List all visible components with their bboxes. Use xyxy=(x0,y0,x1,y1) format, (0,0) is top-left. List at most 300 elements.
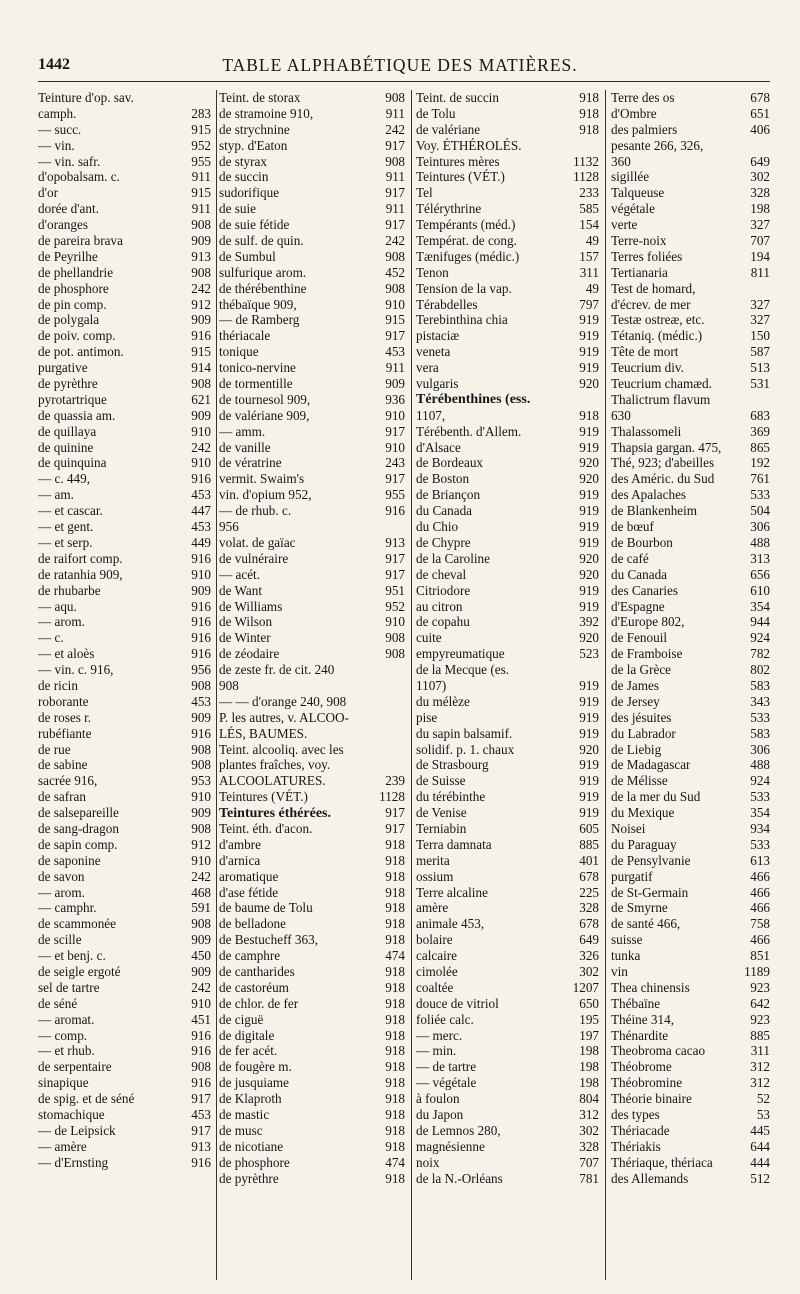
entry-term: Theobroma cacao xyxy=(611,1043,706,1059)
entry-page-ref: 919 xyxy=(579,773,599,789)
entry-page-ref: 908 xyxy=(385,646,405,662)
entry-term: vulgaris xyxy=(416,376,459,392)
index-entry xyxy=(219,567,405,583)
entry-page-ref: 923 xyxy=(750,1011,770,1027)
index-entry xyxy=(416,185,599,201)
entry-page-ref: 918 xyxy=(385,1091,405,1107)
entry-page-ref: 909 xyxy=(191,709,211,725)
entry-term: Tension de la vap. xyxy=(416,280,512,296)
entry-term: foliée calc. xyxy=(416,1011,474,1027)
entry-term: de sulf. de quin. xyxy=(219,233,304,249)
index-entry xyxy=(38,678,211,694)
entry-term: de safran xyxy=(38,789,86,805)
entry-term: Thébaïne xyxy=(611,995,661,1011)
entry-term: — comp. xyxy=(38,1027,88,1043)
index-entry xyxy=(416,312,599,328)
index-entry xyxy=(38,662,211,678)
entry-page-ref: 909 xyxy=(191,805,211,821)
entry-page-ref: 354 xyxy=(750,598,770,614)
index-entry xyxy=(611,90,770,106)
index-entry xyxy=(219,1091,405,1107)
entry-term: de suie fétide xyxy=(219,217,290,233)
index-entry xyxy=(611,535,770,551)
entry-term: Thalassomeli xyxy=(611,423,682,439)
entry-page-ref: 327 xyxy=(750,217,770,233)
entry-page-ref: 916 xyxy=(191,471,211,487)
index-entry xyxy=(38,360,211,376)
index-entry xyxy=(219,821,405,837)
entry-term: de Madagascar xyxy=(611,757,691,773)
index-entry xyxy=(219,948,405,964)
entry-term: roborante xyxy=(38,693,89,709)
index-entry xyxy=(416,265,599,281)
entry-term: stomachique xyxy=(38,1107,105,1122)
entry-term: Teintures (VÉT.) xyxy=(416,169,505,185)
entry-page-ref: 488 xyxy=(750,757,770,773)
entry-term: — — d'orange 240, 908 xyxy=(219,693,347,709)
index-entry xyxy=(38,328,211,344)
entry-term: ALCOOLATURES. xyxy=(219,773,326,789)
entry-page-ref: 919 xyxy=(579,487,599,503)
entry-page-ref: 920 xyxy=(579,566,599,582)
index-entry xyxy=(219,138,405,154)
index-entry xyxy=(611,169,770,185)
entry-term: cuite xyxy=(416,630,442,646)
entry-term: de ciguë xyxy=(219,1011,264,1027)
entry-term: Teinture d'op. sav. xyxy=(38,90,134,105)
entry-page-ref: 916 xyxy=(191,1027,211,1043)
entry-page-ref: 911 xyxy=(385,360,405,376)
entry-term: vermit. Swaim's xyxy=(219,471,305,487)
entry-page-ref: 910 xyxy=(191,789,211,805)
entry-term: à foulon xyxy=(416,1091,460,1107)
index-entry xyxy=(611,440,770,456)
index-entry xyxy=(219,519,405,535)
entry-term: de phosphore xyxy=(219,1154,290,1170)
entry-term: coaltée xyxy=(416,979,454,995)
index-column-3 xyxy=(416,90,599,1280)
entry-term: Térébenth. d'Allem. xyxy=(416,423,522,439)
entry-term: noix xyxy=(416,1154,440,1170)
entry-term: de chlor. de fer xyxy=(219,995,299,1011)
entry-term: de belladone xyxy=(219,916,287,932)
entry-term: de Fenouil xyxy=(611,630,668,646)
entry-term: de roses r. xyxy=(38,709,92,725)
index-entry xyxy=(611,424,770,440)
entry-page-ref: 908 xyxy=(385,90,405,105)
entry-page-ref: 908 xyxy=(191,916,211,932)
entry-term: de Klaproth xyxy=(219,1091,282,1107)
entry-term: Citriodore xyxy=(416,582,471,598)
index-entry xyxy=(219,742,405,758)
index-entry xyxy=(416,1059,599,1075)
entry-page-ref: 909 xyxy=(385,376,405,392)
entry-page-ref: 157 xyxy=(579,248,599,264)
entry-page-ref: 1128 xyxy=(573,169,599,185)
entry-term: — c. 449, xyxy=(38,471,91,487)
entry-page-ref: 587 xyxy=(750,344,770,360)
index-entry xyxy=(611,885,770,901)
index-entry xyxy=(219,122,405,138)
entry-page-ref: 918 xyxy=(385,1011,405,1027)
entry-term: — vin. c. 916, xyxy=(38,662,114,678)
entry-term: ossium xyxy=(416,868,454,884)
entry-page-ref: 918 xyxy=(579,121,599,137)
entry-term: du Canada xyxy=(416,503,473,519)
index-entry xyxy=(38,138,211,154)
index-entry xyxy=(219,932,405,948)
index-entry xyxy=(38,853,211,869)
entry-term: de Winter xyxy=(219,630,271,646)
entry-term: sudorifique xyxy=(219,185,280,201)
entry-page-ref: 917 xyxy=(385,217,405,233)
entry-page-ref: 911 xyxy=(191,201,211,217)
entry-term: Théine 314, xyxy=(611,1011,674,1027)
entry-page-ref: 225 xyxy=(579,884,599,900)
entry-term: de scammonée xyxy=(38,916,116,932)
entry-term: d'écrev. de mer xyxy=(611,296,691,312)
entry-term: Teint. éth. d'acon. xyxy=(219,820,313,836)
index-entry xyxy=(416,996,599,1012)
entry-page-ref: 908 xyxy=(191,217,211,233)
entry-term: de Chypre xyxy=(416,534,471,550)
entry-term: de la mer du Sud xyxy=(611,789,701,805)
index-entry xyxy=(38,297,211,313)
entry-page-ref: 919 xyxy=(579,503,599,519)
entry-page-ref: 916 xyxy=(191,1075,211,1091)
entry-term: de polygala xyxy=(38,312,100,328)
entry-term: — de Leipsick xyxy=(38,1122,116,1138)
entry-term: de Pensylvanie xyxy=(611,852,691,868)
entry-term: de Venise xyxy=(416,805,467,821)
entry-page-ref: 910 xyxy=(191,423,211,439)
index-entry xyxy=(611,392,770,408)
index-entry xyxy=(416,1012,599,1028)
index-entry xyxy=(416,201,599,217)
entry-term: du Canada xyxy=(611,566,668,582)
index-entry xyxy=(611,1075,770,1091)
entry-term: de valériane xyxy=(416,121,481,137)
entry-term: de rue xyxy=(38,741,71,757)
index-entry xyxy=(38,106,211,122)
entry-page-ref: 1207 xyxy=(572,979,599,995)
entry-page-ref: 453 xyxy=(191,487,211,503)
index-entry xyxy=(219,471,405,487)
index-columns xyxy=(38,90,770,1280)
entry-term: Noisei xyxy=(611,820,646,836)
index-entry xyxy=(611,837,770,853)
entry-page-ref: 917 xyxy=(385,550,405,566)
entry-term: d'oranges xyxy=(38,217,88,233)
index-entry xyxy=(219,312,405,328)
entry-term: de Lemnos 280, xyxy=(416,1122,501,1138)
entry-term: — de tartre xyxy=(416,1059,477,1075)
entry-page-ref: 913 xyxy=(191,1138,211,1154)
entry-term: Terebinthina chia xyxy=(416,312,508,328)
entry-page-ref: 192 xyxy=(750,455,770,471)
entry-term: — de rhub. c. xyxy=(219,503,292,519)
index-entry xyxy=(611,265,770,281)
entry-term: de thérébenthine xyxy=(219,280,307,296)
index-entry xyxy=(219,726,405,742)
entry-page-ref: 533 xyxy=(750,789,770,805)
entry-term: des palmiers xyxy=(611,121,678,137)
entry-page-ref: 512 xyxy=(750,1170,770,1186)
index-entry xyxy=(611,503,770,519)
entry-page-ref: 782 xyxy=(750,646,770,662)
entry-term: merita xyxy=(416,852,450,868)
entry-page-ref: 683 xyxy=(750,407,770,423)
index-entry xyxy=(611,1012,770,1028)
entry-page-ref: 613 xyxy=(750,852,770,868)
index-entry xyxy=(416,853,599,869)
entry-term: de stramoine 910, xyxy=(219,105,314,121)
index-entry xyxy=(219,154,405,170)
index-entry xyxy=(38,201,211,217)
index-entry xyxy=(416,344,599,360)
entry-page-ref: 917 xyxy=(385,566,405,582)
entry-page-ref: 955 xyxy=(385,487,405,503)
index-entry xyxy=(611,662,770,678)
entry-page-ref: 406 xyxy=(750,121,770,137)
entry-term: de savon xyxy=(38,868,85,884)
column-divider xyxy=(411,90,412,1280)
index-entry xyxy=(416,789,599,805)
entry-term: de vératrine xyxy=(219,455,282,471)
index-entry xyxy=(38,1043,211,1059)
entry-term: Thé, 923; d'abeilles xyxy=(611,455,715,471)
index-entry xyxy=(219,1123,405,1139)
entry-term: pesante 266, 326, xyxy=(611,137,704,153)
entry-term: d'or xyxy=(38,185,58,201)
index-entry xyxy=(416,1043,599,1059)
entry-page-ref: 919 xyxy=(579,725,599,741)
entry-term: de Framboise xyxy=(611,646,683,662)
entry-page-ref: 910 xyxy=(385,439,405,455)
entry-page-ref: 919 xyxy=(579,534,599,550)
index-entry xyxy=(38,1012,211,1028)
entry-page-ref: 910 xyxy=(385,614,405,630)
entry-page-ref: 916 xyxy=(191,646,211,662)
index-entry xyxy=(611,630,770,646)
entry-page-ref: 312 xyxy=(750,1059,770,1075)
entry-page-ref: 944 xyxy=(750,614,770,630)
entry-page-ref: 242 xyxy=(385,233,405,249)
entry-term: de Bordeaux xyxy=(416,455,484,471)
index-entry xyxy=(611,408,770,424)
entry-term: Terniabin xyxy=(416,820,467,836)
entry-page-ref: 919 xyxy=(579,360,599,376)
index-entry xyxy=(219,1059,405,1075)
entry-term: 1107, xyxy=(416,407,446,423)
entry-page-ref: 918 xyxy=(579,407,599,423)
entry-page-ref: 758 xyxy=(750,916,770,932)
entry-term: Terres foliées xyxy=(611,248,683,264)
entry-term: de quassia am. xyxy=(38,407,116,423)
entry-term: du Labrador xyxy=(611,725,676,741)
entry-term: au citron xyxy=(416,598,463,614)
entry-page-ref: 242 xyxy=(191,979,211,995)
entry-term: Tétaniq. (médic.) xyxy=(611,328,703,344)
entry-term: 630 xyxy=(611,407,631,423)
entry-term: thériacale xyxy=(219,328,271,344)
page-title: TABLE ALPHABÉTIQUE DES MATIÈRES. xyxy=(222,55,578,75)
index-entry xyxy=(38,837,211,853)
entry-term: 908 xyxy=(219,677,239,693)
entry-page-ref: 804 xyxy=(579,1091,599,1107)
entry-term: d'arnica xyxy=(219,852,261,868)
entry-page-ref: 912 xyxy=(191,836,211,852)
entry-page-ref: 908 xyxy=(191,264,211,280)
entry-page-ref: 909 xyxy=(191,407,211,423)
entry-page-ref: 656 xyxy=(750,566,770,582)
index-entry xyxy=(38,169,211,185)
index-entry xyxy=(219,630,405,646)
entry-term: Terre des os xyxy=(611,90,675,105)
index-entry xyxy=(416,169,599,185)
entry-term: de raifort comp. xyxy=(38,550,123,566)
entry-term: Teucrium div. xyxy=(611,360,684,376)
entry-page-ref: 233 xyxy=(579,185,599,201)
entry-term: pistaciæ xyxy=(416,328,460,344)
entry-page-ref: 198 xyxy=(750,201,770,217)
index-entry xyxy=(611,106,770,122)
index-entry xyxy=(416,1139,599,1155)
entry-page-ref: 918 xyxy=(385,916,405,932)
entry-term: de St-Germain xyxy=(611,884,689,900)
entry-term: de copahu xyxy=(416,614,470,630)
index-entry xyxy=(416,455,599,471)
entry-page-ref: 242 xyxy=(191,439,211,455)
entry-page-ref: 466 xyxy=(750,868,770,884)
entry-term: bolaire xyxy=(416,932,453,948)
entry-term: de phellandrie xyxy=(38,264,114,280)
entry-term: thébaïque 909, xyxy=(219,296,297,312)
entry-page-ref: 610 xyxy=(750,582,770,598)
index-entry xyxy=(416,726,599,742)
index-column-1 xyxy=(38,90,211,1280)
entry-page-ref: 915 xyxy=(385,312,405,328)
entry-term: — et gent. xyxy=(38,519,94,535)
entry-page-ref: 194 xyxy=(750,248,770,264)
index-entry xyxy=(416,328,599,344)
entry-page-ref: 797 xyxy=(579,296,599,312)
index-entry xyxy=(416,503,599,519)
entry-page-ref: 911 xyxy=(385,169,405,185)
entry-term: tunka xyxy=(611,948,641,964)
entry-term: de sang-dragon xyxy=(38,820,119,836)
entry-term: — aromat. xyxy=(38,1011,95,1027)
index-entry xyxy=(416,233,599,249)
index-entry xyxy=(611,964,770,980)
index-entry xyxy=(611,376,770,392)
entry-term: de musc xyxy=(219,1122,263,1138)
entry-term: de Williams xyxy=(219,598,283,614)
index-entry xyxy=(38,742,211,758)
entry-term: — arom. xyxy=(38,884,85,900)
entry-term: — végétale xyxy=(416,1075,477,1091)
entry-term: d'ase fétide xyxy=(219,884,279,900)
index-entry xyxy=(416,614,599,630)
entry-term: de bœuf xyxy=(611,519,654,535)
entry-page-ref: 918 xyxy=(385,836,405,852)
entry-term: Tertianaria xyxy=(611,264,668,280)
index-entry xyxy=(611,360,770,376)
entry-term: Tête de mort xyxy=(611,344,679,360)
entry-term: Thériaque, thériaca xyxy=(611,1154,713,1170)
index-entry xyxy=(611,344,770,360)
entry-term: Tel xyxy=(416,185,433,201)
index-entry xyxy=(416,599,599,615)
entry-page-ref: 916 xyxy=(191,598,211,614)
entry-term: de seigle ergoté xyxy=(38,963,121,979)
index-entry xyxy=(416,757,599,773)
entry-page-ref: 917 xyxy=(385,805,405,821)
entry-term: de la Caroline xyxy=(416,550,490,566)
index-entry xyxy=(416,916,599,932)
index-entry xyxy=(38,996,211,1012)
entry-page-ref: 354 xyxy=(750,805,770,821)
entry-term: solidif. p. 1. chaux xyxy=(416,741,515,757)
entry-page-ref: 242 xyxy=(385,121,405,137)
index-entry xyxy=(416,837,599,853)
entry-page-ref: 644 xyxy=(750,1138,770,1154)
entry-term: styp. d'Eaton xyxy=(219,137,288,153)
index-entry xyxy=(611,583,770,599)
column-divider xyxy=(216,90,217,1280)
index-entry xyxy=(38,900,211,916)
index-entry xyxy=(219,535,405,551)
entry-page-ref: 918 xyxy=(385,1170,405,1186)
index-entry xyxy=(416,408,599,424)
entry-page-ref: 504 xyxy=(750,503,770,519)
entry-term: — arom. xyxy=(38,614,85,630)
entry-page-ref: 918 xyxy=(385,1043,405,1059)
index-entry xyxy=(219,440,405,456)
index-entry xyxy=(611,185,770,201)
entry-page-ref: 952 xyxy=(385,598,405,614)
entry-term: du Paraguay xyxy=(611,836,677,852)
entry-page-ref: 533 xyxy=(750,709,770,725)
entry-page-ref: 513 xyxy=(750,360,770,376)
index-entry xyxy=(38,122,211,138)
index-entry xyxy=(219,869,405,885)
entry-page-ref: 916 xyxy=(191,630,211,646)
entry-term: des jésuites xyxy=(611,709,672,725)
entry-page-ref: 585 xyxy=(579,201,599,217)
entry-term: des Apalaches xyxy=(611,487,687,503)
entry-page-ref: 1128 xyxy=(379,789,405,805)
index-entry xyxy=(38,694,211,710)
entry-term: des types xyxy=(611,1107,660,1122)
entry-page-ref: 533 xyxy=(750,487,770,503)
entry-page-ref: 920 xyxy=(579,471,599,487)
entry-page-ref: 909 xyxy=(191,312,211,328)
entry-term: de Peyrilhe xyxy=(38,248,98,264)
index-entry xyxy=(416,535,599,551)
index-entry xyxy=(219,646,405,662)
entry-term: de baume de Tolu xyxy=(219,900,313,916)
entry-page-ref: 466 xyxy=(750,900,770,916)
entry-term: — min. xyxy=(416,1043,457,1059)
entry-term: sel de tartre xyxy=(38,979,100,995)
index-entry xyxy=(219,265,405,281)
entry-term: de Blankenheim xyxy=(611,503,698,519)
entry-page-ref: 919 xyxy=(579,757,599,773)
entry-page-ref: 908 xyxy=(191,677,211,693)
entry-term: du térébinthe xyxy=(416,789,486,805)
entry-page-ref: 910 xyxy=(191,852,211,868)
